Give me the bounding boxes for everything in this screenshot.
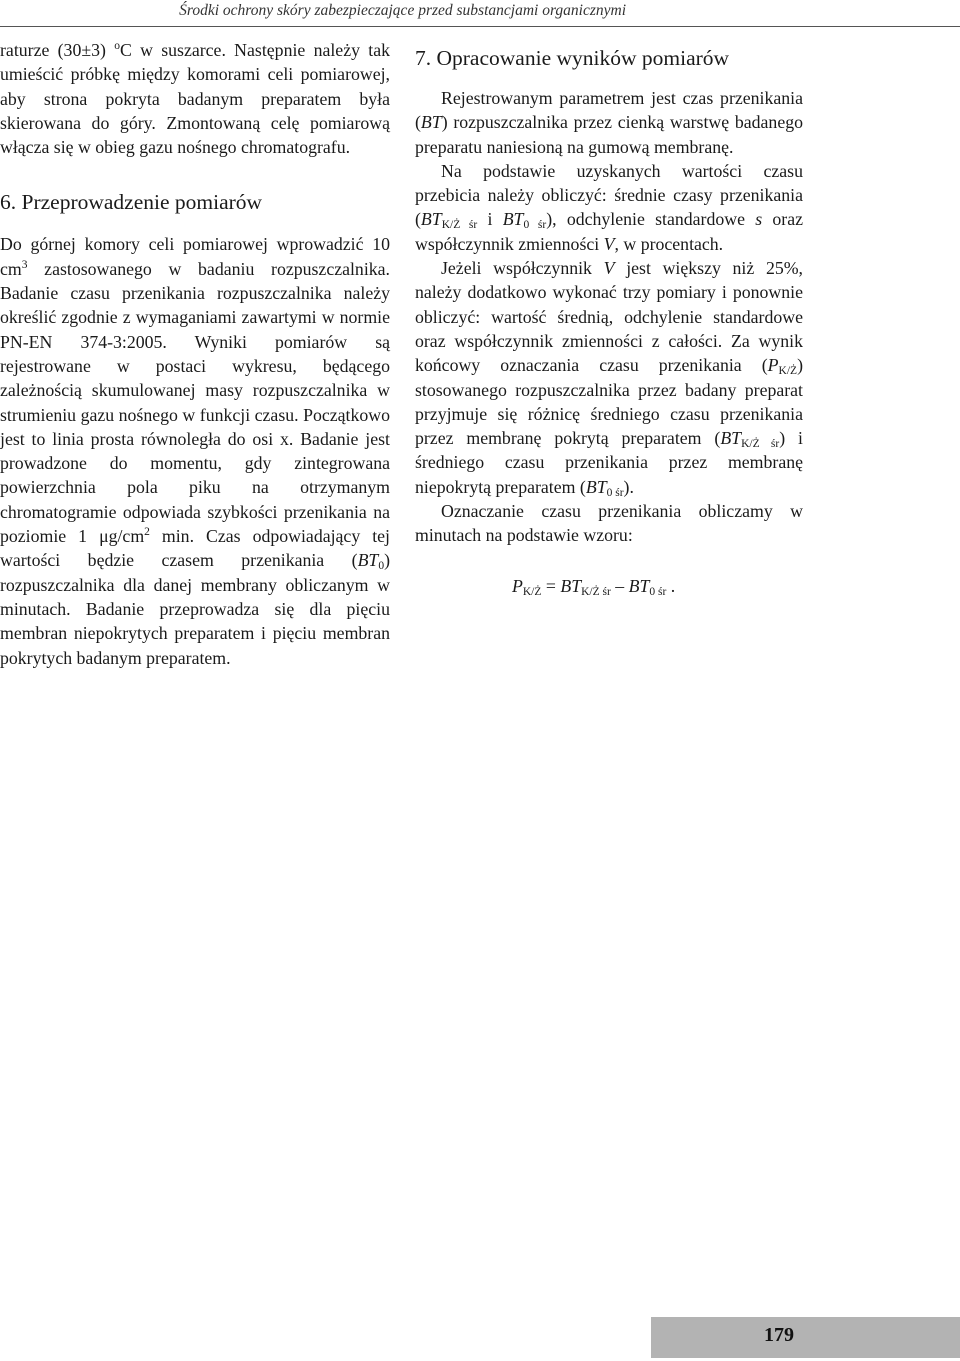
text-run: Do górnej komory celi pomiarowej wprowadzić 10 cm <box>0 234 390 279</box>
page-number: 179 <box>764 1324 794 1346</box>
symbol-bt: BT <box>560 575 582 596</box>
symbol-bt: BT <box>502 209 524 230</box>
equals-sign: = <box>541 575 561 596</box>
right-column <box>415 44 803 598</box>
text-run: ) rozpuszczalnika dla danej membrany obliczanym w minutach. Badanie przeprowadza się dla pięciu membran niepokrytych preparatem i pięciu membran pokrytych badanym preparatem. <box>0 550 390 668</box>
subscript: 0 <box>378 560 385 573</box>
subscript: 0 śr <box>523 219 547 232</box>
text-run: Na podstawie uzyskanych wartości czasu przebicia należy obliczyć: średnie czasy przenikania ( <box>415 160 803 230</box>
text-run: C w suszarce. Następnie należy tak umieścić próbkę między komorami celi pomiarowej, aby strona pokryta badanym preparatem była skierowana do góry. Zmontowaną celę pomiarową włącza się w obieg gazu nośnego chromatografu. <box>0 40 390 158</box>
symbol-v: V <box>603 258 615 279</box>
superscript: 2 <box>144 526 150 539</box>
text-run: ) rozpuszczalnika przez cienką warstwę badanego preparatu naniesioną na gumową membranę. <box>415 112 803 157</box>
section-7-heading: 7. Opracowanie wyników pomiarów <box>415 46 730 70</box>
text-run: ) i średniego czasu przenikania przez membranę niepokrytą preparatem ( <box>415 428 803 497</box>
subscript: K/Ż śr <box>441 219 478 232</box>
paragraph-variation <box>415 256 803 499</box>
text-run: oraz współczynnik zmienności <box>415 209 803 254</box>
symbol-bt: BT <box>420 209 442 230</box>
symbol-bt: BT <box>585 476 607 497</box>
left-column <box>0 38 390 670</box>
running-header: Środki ochrony skóry zabezpieczające przed substancjami organicznymi <box>179 2 626 19</box>
text-run: zastosowanego w badaniu rozpuszczalnika. Badanie czasu przenikania rozpuszczalnika należy określić zgodnie z wymaganiami zawartymi w normie PN-EN 374-3:2005. Wyniki pomiarów są rejestrowane w postaci wykresu, będącego zależnością skumulowanej masy rozpuszczalnika w strumieniu gazu nośnego w funkcji czasu. Początkowo jest to linia prosta równoległa do osi x. Badanie jest prowadzone do momentu, gdy zintegrowana powierzchnia pola piku na otrzymanym chromatogramie odpowiada szybkości przenikania na poziomie 1 μg/cm <box>0 258 390 547</box>
text-run: raturze (30±3) <box>0 40 115 60</box>
subscript: K/Ż <box>778 365 798 378</box>
text-run: Rejestrowanym parametrem jest czas przenikania ( <box>415 88 803 133</box>
subscript: K/Ż <box>522 585 542 598</box>
symbol-bt: BT <box>720 428 742 449</box>
text-run: ), odchylenie standardowe <box>546 209 756 230</box>
paragraph-registered-parameter <box>415 86 803 159</box>
text-run: , w procentach. <box>614 233 724 254</box>
text-run: jest większy niż 25%, należy dodatkowo wykonać trzy pomiary i ponownie obliczyć: wartość średnią, odchylenie standardowe oraz współczynnik zmienności z całości. Za wynik końcowy oznaczania czasu przenikania ( <box>415 258 803 376</box>
formula-period: . <box>666 575 676 596</box>
header-rule <box>0 26 960 27</box>
paragraph-averages <box>415 159 803 256</box>
paragraph-measurement <box>0 232 390 669</box>
minus-sign: – <box>610 575 629 596</box>
symbol-p: P <box>767 355 779 376</box>
subscript: K/Ż śr <box>581 585 611 598</box>
subscript: 0 śr <box>649 585 667 598</box>
subscript: 0 śr <box>606 486 624 499</box>
text-run: ). <box>623 476 634 497</box>
subscript: K/Ż śr <box>741 438 780 451</box>
text-run: min. Czas odpowiadający tej wartości będzie czasem przenikania ( <box>0 526 390 571</box>
text-run: Jeżeli współczynnik <box>441 258 604 279</box>
symbol-bt: BT <box>357 550 379 571</box>
section-6-heading: 6. Przeprowadzenie pomiarów <box>0 190 263 215</box>
degree-superscript: o <box>114 40 120 52</box>
text-run: ) stosowanego rozpuszczalnika przez badany preparat przyjmuje się różnicę średniego czasu przenikania przez membranę pokrytą preparatem ( <box>415 355 803 449</box>
paragraph-formula-intro: Oznaczanie czasu przenikania obliczamy w minutach na podstawie wzoru: <box>415 501 803 546</box>
symbol-bt: BT <box>420 112 442 133</box>
symbol-bt: BT <box>628 575 650 596</box>
text-run: i <box>477 209 503 230</box>
formula <box>415 574 803 598</box>
symbol-s: s <box>755 209 763 230</box>
superscript: 3 <box>21 258 28 271</box>
paragraph-intro <box>0 38 390 159</box>
symbol-v: V <box>603 233 615 254</box>
page-number-bar <box>651 1317 960 1358</box>
symbol-p: P <box>512 575 523 596</box>
